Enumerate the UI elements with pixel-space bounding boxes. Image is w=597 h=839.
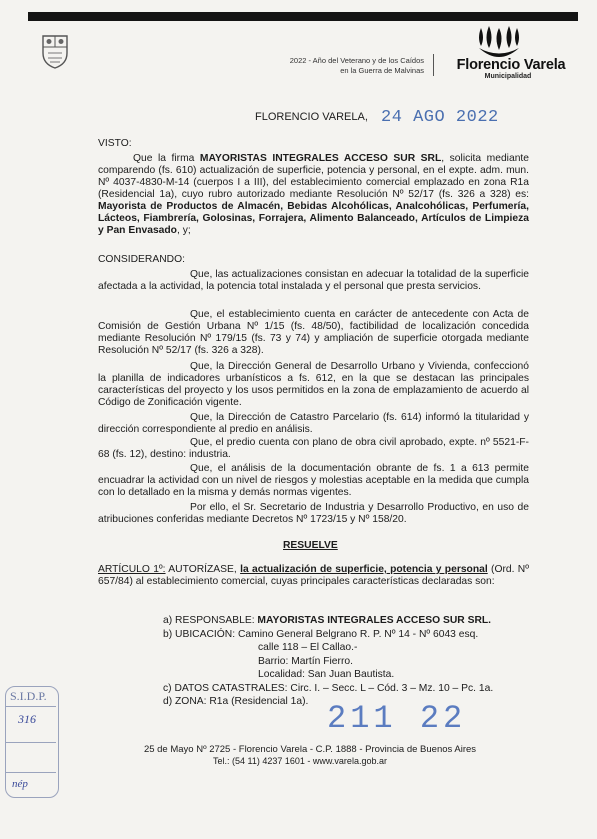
resuelve-heading: RESUELVE (283, 540, 338, 551)
top-black-bar (28, 12, 578, 21)
considerando-p3: Que, la Dirección General de Desarrollo Urbano y Vivienda, confeccionó la planilla de indicadores urbanísticos a fs. 612, en la que se destacan las principales características del proyecto y los usos permitidos en la zona de emplazamiento de acuerdo al Código de Zonificación vigente. (98, 361, 529, 408)
date-stamp: 24 AGO 2022 (381, 108, 499, 127)
list-item-continuation: calle 118 – El Callao.- (258, 642, 358, 653)
visto-text-1: Que la firma (133, 153, 200, 164)
item-b-label: b) UBICACIÓN: (163, 628, 238, 640)
list-item: d) ZONA: R1a (Residencial 1a). (163, 696, 309, 707)
considerando-p1: Que, las actualizaciones consistan en adecuar la totalidad de la superficie afectada a la actividad, la potencia total instalada y el personal que presta servicios. (98, 269, 529, 292)
stamp-divider (6, 772, 56, 773)
logo-name: Florencio Varela (456, 57, 566, 73)
visto-text-3: , y; (176, 225, 191, 236)
articulo-1-paragraph (98, 564, 529, 588)
list-item-continuation: Barrio: Martín Fierro. (258, 655, 353, 667)
header-motto (244, 56, 424, 76)
list-item-continuation: Localidad: San Juan Bautista. (258, 669, 395, 680)
stamp-divider (6, 706, 56, 707)
date-place: FLORENCIO VARELA, (255, 111, 368, 123)
list-item (163, 614, 493, 628)
list-item (163, 628, 493, 642)
considerando-p2: Que, el establecimiento cuenta en carácter de antecedente con Acta de Comisión de Gestión Urbana Nº 1/15 (fs. 48/50), factibilidad de localización concedida mediante Resolución Nº 179/15 (fs. 73 y 74) y ampliación de superficie otorgada mediante Resolución Nº 52/17 (fs. 326 a 328). (98, 309, 529, 356)
considerando-p7: Por ello, el Sr. Secretario de Industria y Desarrollo Productivo, en uso de atribuciones conferidas mediante Decretos Nº 1723/15 y Nº 158/20. (98, 502, 529, 525)
articulo-1-bold: la actualización de superficie, potencia y personal (240, 564, 488, 575)
item-a-label: a) RESPONSABLE: (163, 615, 258, 626)
footer-address: 25 de Mayo Nº 2725 - Florencio Varela - C.P. 1888 - Provincia de Buenos Aires (143, 744, 477, 755)
handwritten-initials: nép (12, 778, 28, 790)
visto-paragraph (98, 153, 529, 237)
resolution-number-stamp: 211 22 (327, 700, 467, 737)
sidp-stamp-title: S.I.D.P. (10, 689, 47, 703)
characteristics-list (163, 614, 493, 709)
articulo-1-text-2: (Ord. Nº 657/84) al establecimiento comercial, cuyas principales características declaradas son: (98, 564, 529, 587)
motto-line-2: en la Guerra de Malvinas (340, 66, 424, 75)
item-b-value: Camino General Belgrano R. P. Nº 14 - Nº 6043 esq. (237, 628, 479, 640)
visto-text-2: , solicita mediante comparendo (fs. 610) actualización de superficie, potencia y personal, en el expte. adm. mun. Nº 4037-4830-M-14 (cuerpos I a III), del establecimiento comercial emplazado en zona R1a (Residencial 1a), cuyo rubro autorizado mediante Resolución Nº 52/17 (fs. 326 a 328) es: (98, 153, 530, 200)
municipal-crest-icon (40, 33, 70, 69)
footer-contact: Tel.: (54 11) 4237 1601 - www.varela.gob.ar (213, 756, 387, 766)
considerando-p4: Que, la Dirección de Catastro Parcelario (fs. 614) informó la titularidad y dirección correspondiente al predio en análisis. (98, 412, 529, 435)
articulo-1-text-1: AUTORÍZASE, (165, 564, 241, 575)
stamp-divider (6, 742, 56, 743)
list-item: c) DATOS CATASTRALES: Circ. I. – Secc. L – Cód. 3 – Mz. 10 – Pc. 1a. (163, 682, 494, 694)
considerando-label: CONSIDERANDO: (98, 254, 185, 265)
motto-line-1: 2022 - Año del Veterano y de los Caídos (289, 56, 424, 65)
visto-firm-name: MAYORISTAS INTEGRALES ACCESO SUR SRL (199, 153, 442, 164)
considerando-p5: Que, el predio cuenta con plano de obra civil aprobado, expte. nº 5521-F-68 (fs. 12), destino: industria. (98, 437, 529, 460)
considerando-p6: Que, el análisis de la documentación obrante de fs. 1 a 613 permite encuadrar la actividad con un nivel de riesgos y molestias aceptable en la medida que cumpla con lo detallado en la misma y demás normas vigentes. (98, 463, 529, 498)
logo-subtitle: Municipalidad (484, 73, 532, 80)
florencio-varela-logo-icon (475, 26, 523, 60)
articulo-1-label: ARTÍCULO 1º: (98, 564, 166, 575)
item-a-value: MAYORISTAS INTEGRALES ACCESO SUR SRL. (257, 615, 492, 626)
header-divider (433, 54, 434, 76)
visto-rubro: Mayorista de Productos de Almacén, Bebidas Alcohólicas, Analcohólicas, Perfumería, Lácteos, Fiambrería, Golosinas, Forrajera, Alimento Balanceado, Artículos de Limpieza y Pan Envasado (98, 201, 529, 236)
visto-label: VISTO: (98, 138, 132, 149)
handwritten-folio: 316 (18, 712, 36, 726)
